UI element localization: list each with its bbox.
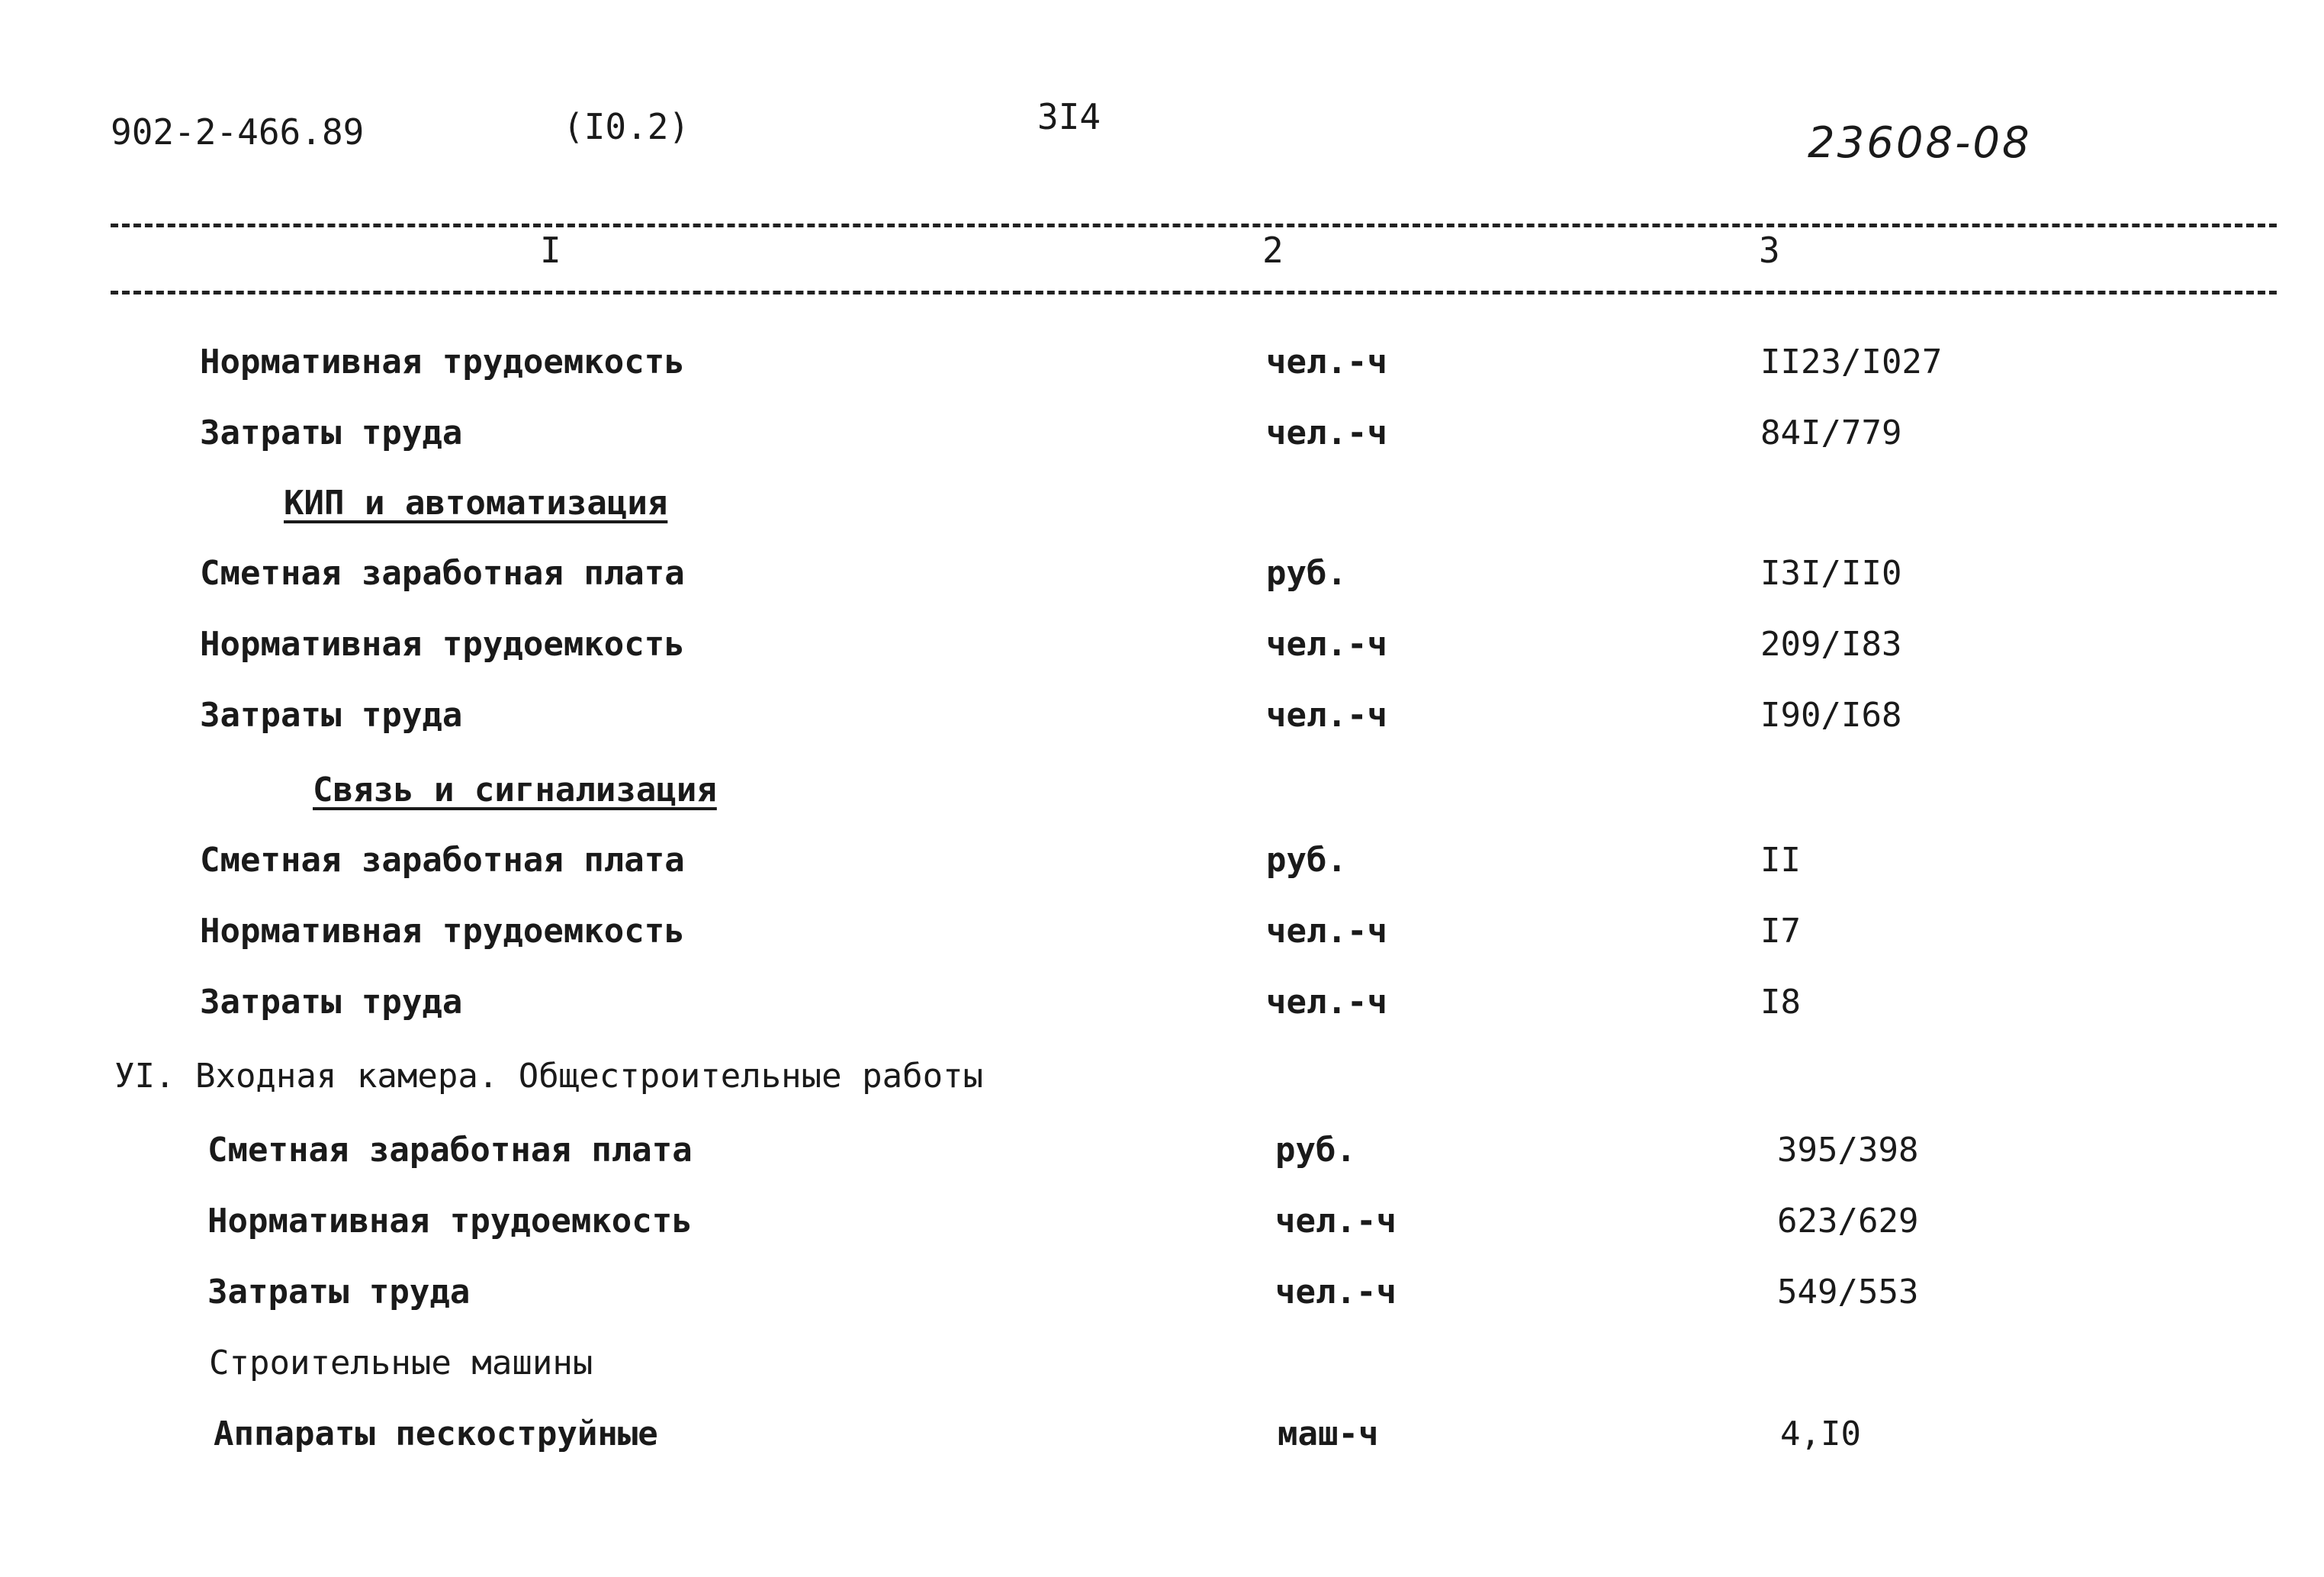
table-row (0, 980, 2324, 1025)
row-name: Нормативная трудоемкость (207, 1202, 693, 1241)
row-name: Нормативная трудоемкость (200, 912, 685, 951)
table-rule-bottom (111, 291, 2277, 294)
subsection-heading: КИП и автоматизация (284, 484, 668, 523)
row-value: I3I/II0 (1760, 554, 1902, 593)
row-name: Сметная заработная плата (200, 841, 685, 880)
table-row (0, 693, 2324, 739)
table-row (0, 1411, 2324, 1457)
row-value: 623/629 (1777, 1202, 1919, 1241)
row-name: Сметная заработная плата (207, 1131, 693, 1170)
column-number-1: I (540, 230, 561, 271)
row-value: I8 (1760, 983, 1801, 1022)
row-unit: чел.-ч (1266, 696, 1387, 735)
row-unit: чел.-ч (1266, 983, 1387, 1022)
table-row (0, 481, 2324, 526)
row-value: I7 (1760, 912, 1801, 951)
row-unit: руб. (1275, 1131, 1356, 1170)
row-name: Нормативная трудоемкость (200, 625, 685, 664)
row-value: II (1760, 841, 1801, 880)
row-unit: чел.-ч (1266, 912, 1387, 951)
row-value: 395/398 (1777, 1131, 1919, 1170)
column-number-3: 3 (1759, 230, 1780, 271)
row-name: Нормативная трудоемкость (200, 343, 685, 381)
row-unit: руб. (1266, 554, 1347, 593)
row-name: Затраты труда (200, 696, 463, 735)
inventory-number: 23608-08 (1808, 118, 2032, 168)
row-unit: маш-ч (1278, 1414, 1379, 1453)
row-unit: чел.-ч (1266, 343, 1387, 381)
table-row (0, 1054, 2324, 1099)
row-name: Аппараты пескоструйные (214, 1414, 658, 1453)
row-value: 84I/779 (1760, 414, 1902, 452)
table-row (0, 768, 2324, 813)
table-row (0, 1340, 2324, 1386)
table-row (0, 622, 2324, 668)
row-name: Затраты труда (200, 414, 463, 452)
row-name: Затраты труда (207, 1273, 471, 1311)
section-code: (I0.2) (563, 106, 690, 147)
table-row (0, 410, 2324, 456)
row-value: 4,I0 (1780, 1414, 1861, 1453)
row-unit: руб. (1266, 841, 1347, 880)
row-unit: чел.-ч (1266, 625, 1387, 664)
table-row (0, 340, 2324, 385)
row-name: Затраты труда (200, 983, 463, 1022)
table-row (0, 1270, 2324, 1315)
table-row (0, 1128, 2324, 1173)
document-code: 902-2-466.89 (111, 111, 365, 153)
row-value: I90/I68 (1760, 696, 1902, 735)
section-heading: УI. Входная камера. Общестроительные работы (114, 1057, 984, 1096)
row-name: Сметная заработная плата (200, 554, 685, 593)
subsection-heading: Связь и сигнализация (313, 771, 717, 809)
table-row (0, 838, 2324, 883)
row-value: 209/I83 (1760, 625, 1902, 664)
table-row (0, 1199, 2324, 1244)
row-value: 549/553 (1777, 1273, 1919, 1311)
row-value: II23/I027 (1760, 343, 1943, 381)
page-number: 3I4 (1037, 96, 1101, 137)
row-name: Строительные машины (209, 1344, 593, 1382)
row-unit: чел.-ч (1275, 1202, 1397, 1241)
column-number-2: 2 (1262, 230, 1284, 271)
table-row (0, 551, 2324, 597)
row-unit: чел.-ч (1275, 1273, 1397, 1311)
table-rule-top (111, 224, 2277, 227)
table-row (0, 909, 2324, 954)
row-unit: чел.-ч (1266, 414, 1387, 452)
